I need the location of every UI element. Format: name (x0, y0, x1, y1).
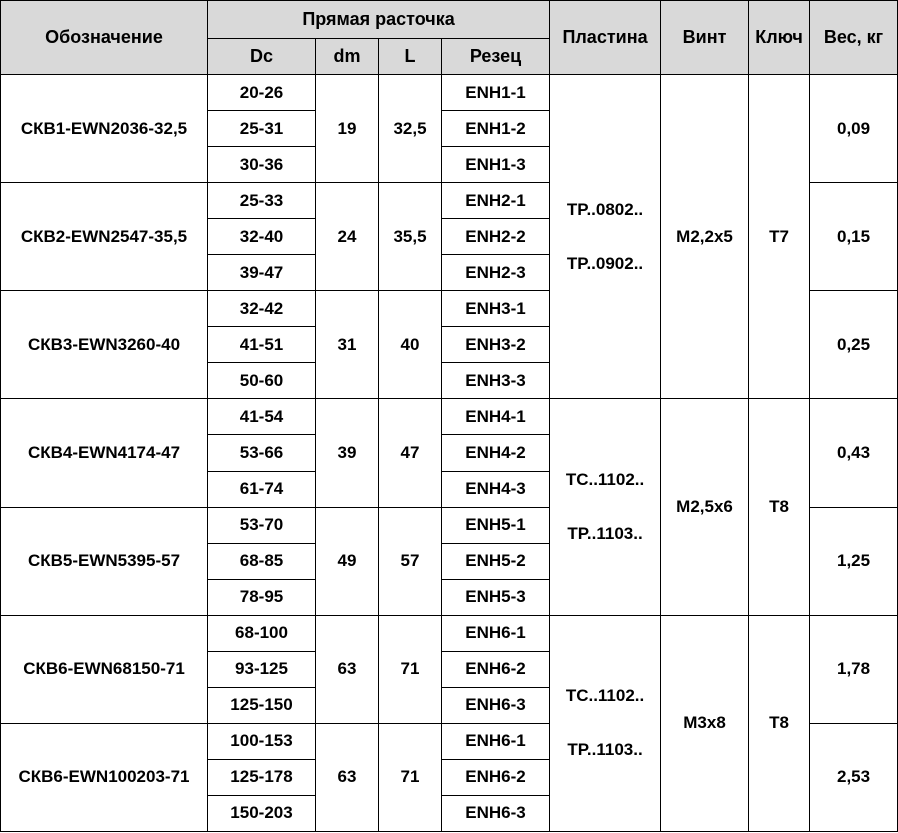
dc-cell: 39-47 (208, 255, 316, 291)
plate-line: TC..1102.. (565, 686, 645, 706)
table-row (1, 399, 898, 435)
cutter-cell: ENH3-3 (442, 363, 550, 399)
dc-cell: 41-54 (208, 399, 316, 435)
dc-cell: 32-40 (208, 219, 316, 255)
l-cell: 32,5 (379, 75, 442, 183)
cutter-cell: ENH3-2 (442, 327, 550, 363)
weight-cell: 0,09 (810, 75, 898, 183)
dm-cell: 24 (316, 183, 379, 291)
table-row (1, 75, 898, 111)
table-body (1, 75, 898, 832)
cutter-cell: ENH5-3 (442, 579, 550, 615)
dm-cell: 39 (316, 399, 379, 507)
dm-cell: 19 (316, 75, 379, 183)
dc-cell: 30-36 (208, 147, 316, 183)
dc-cell: 25-33 (208, 183, 316, 219)
header-cutter: Резец (442, 39, 550, 75)
dc-cell: 125-150 (208, 687, 316, 723)
cutter-cell: ENH6-2 (442, 651, 550, 687)
designation-cell: СКВ6-EWN68150-71 (1, 615, 208, 723)
header-designation: Обозначение (1, 1, 208, 75)
designation-cell: СКВ5-EWN5395-57 (1, 507, 208, 615)
dc-cell: 50-60 (208, 363, 316, 399)
cutter-cell: ENH5-1 (442, 507, 550, 543)
screw-cell: M2,2x5 (661, 75, 749, 399)
cutter-cell: ENH1-2 (442, 111, 550, 147)
dc-cell: 125-178 (208, 759, 316, 795)
plate-cell (550, 399, 661, 615)
dm-cell: 31 (316, 291, 379, 399)
dm-cell: 49 (316, 507, 379, 615)
key-cell: T8 (749, 399, 810, 615)
dm-cell: 63 (316, 615, 379, 723)
header-screw: Винт (661, 1, 749, 75)
cutter-cell: ENH4-3 (442, 471, 550, 507)
dc-cell: 78-95 (208, 579, 316, 615)
cutter-cell: ENH1-1 (442, 75, 550, 111)
cutter-cell: ENH2-1 (442, 183, 550, 219)
dc-cell: 93-125 (208, 651, 316, 687)
l-cell: 35,5 (379, 183, 442, 291)
cutter-cell: ENH6-1 (442, 615, 550, 651)
cutter-cell: ENH4-1 (442, 399, 550, 435)
header-key: Ключ (749, 1, 810, 75)
header-direct-boring: Прямая расточка (208, 1, 550, 39)
weight-cell: 2,53 (810, 723, 898, 831)
dc-cell: 41-51 (208, 327, 316, 363)
designation-cell: СКВ6-EWN100203-71 (1, 723, 208, 831)
dc-cell: 25-31 (208, 111, 316, 147)
cutter-cell: ENH6-2 (442, 759, 550, 795)
dc-cell: 61-74 (208, 471, 316, 507)
cutter-cell: ENH2-2 (442, 219, 550, 255)
header-l: L (379, 39, 442, 75)
key-cell: T7 (749, 75, 810, 399)
weight-cell: 0,25 (810, 291, 898, 399)
cutter-cell: ENH6-3 (442, 795, 550, 831)
screw-cell: M2,5x6 (661, 399, 749, 615)
dm-cell: 63 (316, 723, 379, 831)
weight-cell: 0,43 (810, 399, 898, 507)
dc-cell: 20-26 (208, 75, 316, 111)
plate-line: TC..1102.. (565, 470, 645, 490)
dc-cell: 150-203 (208, 795, 316, 831)
l-cell: 40 (379, 291, 442, 399)
plate-line: TP..0902.. (566, 253, 644, 273)
dc-cell: 53-70 (208, 507, 316, 543)
weight-cell: 1,78 (810, 615, 898, 723)
cutter-cell: ENH4-2 (442, 435, 550, 471)
l-cell: 57 (379, 507, 442, 615)
designation-cell: СКВ3-EWN3260-40 (1, 291, 208, 399)
header-dm: dm (316, 39, 379, 75)
l-cell: 47 (379, 399, 442, 507)
header-dc: Dc (208, 39, 316, 75)
plate-line: TP..0802.. (566, 199, 644, 219)
header-weight: Вес, кг (810, 1, 898, 75)
cutter-cell: ENH6-3 (442, 687, 550, 723)
dc-cell: 100-153 (208, 723, 316, 759)
screw-cell: M3x8 (661, 615, 749, 831)
weight-cell: 0,15 (810, 183, 898, 291)
dc-cell: 32-42 (208, 291, 316, 327)
designation-cell: СКВ2-EWN2547-35,5 (1, 183, 208, 291)
plate-line: TP..1103.. (567, 740, 643, 760)
cutter-cell: ENH5-2 (442, 543, 550, 579)
cutter-cell: ENH1-3 (442, 147, 550, 183)
plate-line: TP..1103.. (567, 524, 643, 544)
designation-cell: СКВ4-EWN4174-47 (1, 399, 208, 507)
designation-cell: СКВ1-EWN2036-32,5 (1, 75, 208, 183)
l-cell: 71 (379, 615, 442, 723)
l-cell: 71 (379, 723, 442, 831)
cutter-cell: ENH2-3 (442, 255, 550, 291)
dc-cell: 68-85 (208, 543, 316, 579)
key-cell: T8 (749, 615, 810, 831)
weight-cell: 1,25 (810, 507, 898, 615)
dc-cell: 53-66 (208, 435, 316, 471)
table-row (1, 615, 898, 651)
dc-cell: 68-100 (208, 615, 316, 651)
header-plate: Пластина (550, 1, 661, 75)
cutter-cell: ENH3-1 (442, 291, 550, 327)
plate-cell (550, 75, 661, 399)
plate-cell (550, 615, 661, 831)
cutter-cell: ENH6-1 (442, 723, 550, 759)
